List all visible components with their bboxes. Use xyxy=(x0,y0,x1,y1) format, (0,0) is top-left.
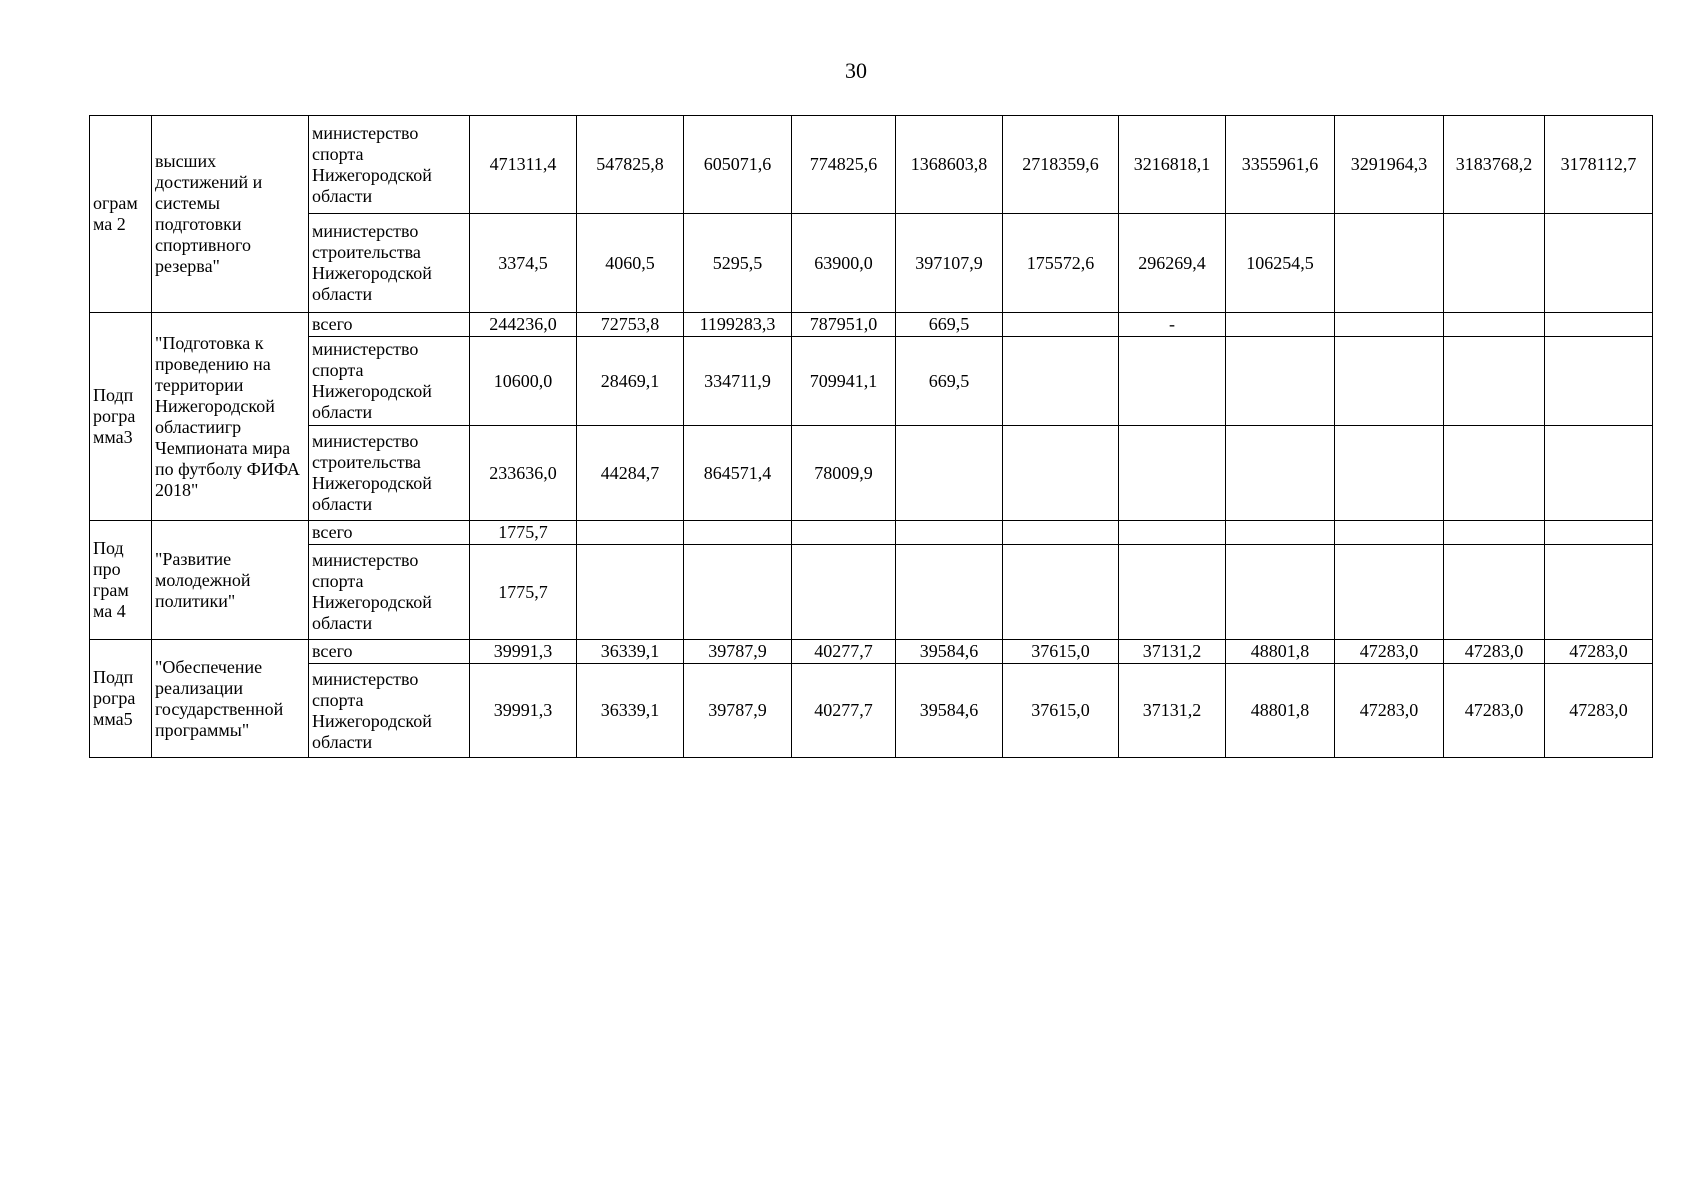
value-cell: 28469,1 xyxy=(577,337,684,426)
value-cell xyxy=(1545,545,1653,640)
value-cell: 106254,5 xyxy=(1226,214,1335,313)
value-cell: 2718359,6 xyxy=(1003,116,1119,214)
value-cell: 3183768,2 xyxy=(1444,116,1545,214)
value-cell xyxy=(1335,521,1444,545)
value-cell: 244236,0 xyxy=(470,313,577,337)
value-cell: 547825,8 xyxy=(577,116,684,214)
value-cell: 471311,4 xyxy=(470,116,577,214)
executor-cell: министерство строительства Нижегородской области xyxy=(309,426,470,521)
value-cell xyxy=(1226,337,1335,426)
value-cell: 36339,1 xyxy=(577,664,684,758)
value-cell: 4060,5 xyxy=(577,214,684,313)
value-cell: 334711,9 xyxy=(684,337,792,426)
value-cell: 397107,9 xyxy=(896,214,1003,313)
value-cell: 669,5 xyxy=(896,337,1003,426)
value-cell: 1775,7 xyxy=(470,545,577,640)
value-cell xyxy=(1003,521,1119,545)
value-cell: 39584,6 xyxy=(896,640,1003,664)
value-cell xyxy=(1444,545,1545,640)
value-cell: 39991,3 xyxy=(470,664,577,758)
value-cell: 175572,6 xyxy=(1003,214,1119,313)
value-cell: 296269,4 xyxy=(1119,214,1226,313)
value-cell: 669,5 xyxy=(896,313,1003,337)
value-cell: 36339,1 xyxy=(577,640,684,664)
value-cell xyxy=(1444,521,1545,545)
value-cell: 709941,1 xyxy=(792,337,896,426)
value-cell: 48801,8 xyxy=(1226,664,1335,758)
table-row xyxy=(90,313,1653,337)
value-cell xyxy=(1119,426,1226,521)
value-cell: 44284,7 xyxy=(577,426,684,521)
value-cell: 39787,9 xyxy=(684,640,792,664)
value-cell: 3178112,7 xyxy=(1545,116,1653,214)
table-row xyxy=(90,640,1653,664)
value-cell: 78009,9 xyxy=(792,426,896,521)
value-cell: 774825,6 xyxy=(792,116,896,214)
value-cell: 37131,2 xyxy=(1119,664,1226,758)
subprogram-code: ограм ма 2 xyxy=(90,116,152,313)
executor-cell: министерство спорта Нижегородской области xyxy=(309,116,470,214)
value-cell: 37615,0 xyxy=(1003,664,1119,758)
value-cell: 63900,0 xyxy=(792,214,896,313)
value-cell xyxy=(1003,313,1119,337)
value-cell xyxy=(1545,313,1653,337)
value-cell: 48801,8 xyxy=(1226,640,1335,664)
subprogram-name: "Развитие молодежной политики" xyxy=(152,521,309,640)
subprogram-name: высших достижений и системы подготовки спортивного резерва" xyxy=(152,116,309,313)
value-cell xyxy=(1335,337,1444,426)
value-cell xyxy=(684,545,792,640)
subprogram-code: Подп рогра мма3 xyxy=(90,313,152,521)
value-cell: 39991,3 xyxy=(470,640,577,664)
value-cell: 39787,9 xyxy=(684,664,792,758)
value-cell xyxy=(577,521,684,545)
value-cell: 47283,0 xyxy=(1444,664,1545,758)
subprogram-name: "Обеспечение реализации государственной программы" xyxy=(152,640,309,758)
executor-cell: министерство спорта Нижегородской области xyxy=(309,664,470,758)
value-cell: 10600,0 xyxy=(470,337,577,426)
table-row xyxy=(90,426,1653,521)
value-cell xyxy=(1335,214,1444,313)
value-cell: 605071,6 xyxy=(684,116,792,214)
value-cell: 3216818,1 xyxy=(1119,116,1226,214)
subprogram-code: Под про грам ма 4 xyxy=(90,521,152,640)
value-cell xyxy=(1226,313,1335,337)
value-cell: 3374,5 xyxy=(470,214,577,313)
table-row xyxy=(90,337,1653,426)
value-cell: 1368603,8 xyxy=(896,116,1003,214)
value-cell xyxy=(1545,426,1653,521)
value-cell: 37615,0 xyxy=(1003,640,1119,664)
value-cell xyxy=(1119,337,1226,426)
value-cell: 1775,7 xyxy=(470,521,577,545)
executor-cell: министерство строительства Нижегородской области xyxy=(309,214,470,313)
table-row xyxy=(90,521,1653,545)
value-cell xyxy=(896,545,1003,640)
value-cell: 3291964,3 xyxy=(1335,116,1444,214)
value-cell xyxy=(1335,313,1444,337)
value-cell xyxy=(1119,545,1226,640)
executor-cell: всего xyxy=(309,640,470,664)
value-cell xyxy=(792,521,896,545)
value-cell xyxy=(1444,313,1545,337)
value-cell xyxy=(1003,545,1119,640)
value-cell: 47283,0 xyxy=(1335,640,1444,664)
value-cell xyxy=(577,545,684,640)
value-cell xyxy=(1335,545,1444,640)
value-cell xyxy=(1226,426,1335,521)
value-cell xyxy=(1444,214,1545,313)
value-cell: 5295,5 xyxy=(684,214,792,313)
value-cell xyxy=(896,426,1003,521)
value-cell: 39584,6 xyxy=(896,664,1003,758)
value-cell: 787951,0 xyxy=(792,313,896,337)
value-cell: 47283,0 xyxy=(1545,664,1653,758)
table-row xyxy=(90,116,1653,214)
value-cell xyxy=(792,545,896,640)
value-cell: 3355961,6 xyxy=(1226,116,1335,214)
page-number: 30 xyxy=(845,58,867,83)
value-cell xyxy=(1545,214,1653,313)
value-cell: 72753,8 xyxy=(577,313,684,337)
value-cell: 40277,7 xyxy=(792,664,896,758)
value-cell xyxy=(1226,545,1335,640)
value-cell xyxy=(1003,426,1119,521)
value-cell: 47283,0 xyxy=(1545,640,1653,664)
value-cell: 47283,0 xyxy=(1444,640,1545,664)
budget-table xyxy=(89,115,1653,758)
value-cell: 40277,7 xyxy=(792,640,896,664)
budget-table-body xyxy=(90,116,1653,758)
executor-cell: министерство спорта Нижегородской области xyxy=(309,545,470,640)
table-row xyxy=(90,214,1653,313)
value-cell xyxy=(1119,521,1226,545)
table-row xyxy=(90,664,1653,758)
value-cell xyxy=(1545,337,1653,426)
value-cell xyxy=(1444,337,1545,426)
value-cell xyxy=(1226,521,1335,545)
executor-cell: министерство спорта Нижегородской области xyxy=(309,337,470,426)
executor-cell: всего xyxy=(309,521,470,545)
executor-cell: всего xyxy=(309,313,470,337)
value-cell: 47283,0 xyxy=(1335,664,1444,758)
value-cell xyxy=(1003,337,1119,426)
value-cell xyxy=(896,521,1003,545)
value-cell xyxy=(684,521,792,545)
value-cell xyxy=(1545,521,1653,545)
value-cell xyxy=(1335,426,1444,521)
table-row xyxy=(90,545,1653,640)
value-cell: 864571,4 xyxy=(684,426,792,521)
value-cell: - xyxy=(1119,313,1226,337)
value-cell xyxy=(1444,426,1545,521)
value-cell: 233636,0 xyxy=(470,426,577,521)
subprogram-name: "Подготовка к проведению на территории Нижегородской областиигр Чемпионата мира по футболу ФИФА 2018" xyxy=(152,313,309,521)
value-cell: 37131,2 xyxy=(1119,640,1226,664)
subprogram-code: Подп рогра мма5 xyxy=(90,640,152,758)
value-cell: 1199283,3 xyxy=(684,313,792,337)
